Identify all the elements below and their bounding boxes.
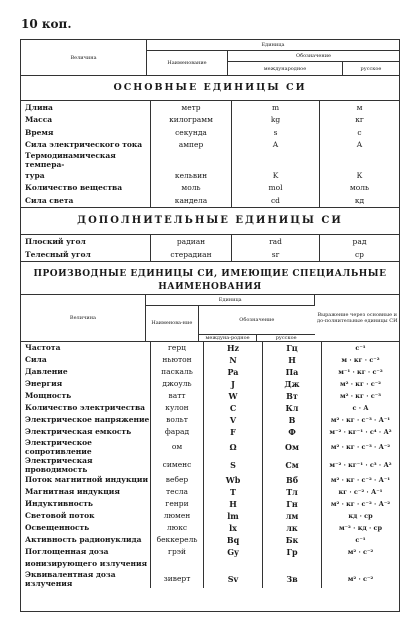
unit-name-cell: кандела <box>151 194 232 207</box>
intl-symbol-cell: C <box>204 402 263 414</box>
quantity-cell: Сила электрического тока <box>25 140 143 150</box>
quantity-cell: Индуктивность <box>25 499 94 508</box>
expression-cell: м² · кг · с⁻³ <box>322 390 400 402</box>
price-label: 10 коп. <box>21 17 72 31</box>
unit-name-cell: сименс <box>151 456 204 474</box>
unit-name-cell: герц <box>151 342 204 354</box>
intl-symbol-cell: T <box>204 486 263 498</box>
header-quantity: Величина <box>21 40 147 76</box>
table-row <box>21 151 399 169</box>
derived-header-rus: русское <box>257 334 315 341</box>
table-row <box>21 342 399 354</box>
unit-name-cell: джоуль <box>151 378 204 390</box>
rus-symbol-cell: кг <box>320 114 400 127</box>
rus-symbol-cell: Зв <box>263 570 322 588</box>
table-row <box>21 126 399 139</box>
unit-name-cell: паскаль <box>151 366 204 378</box>
table-row <box>21 558 399 570</box>
intl-symbol-cell: A <box>232 139 320 152</box>
unit-name-cell: ампер <box>151 139 232 152</box>
header-table <box>21 40 399 76</box>
quantity-cell: Электрическое сопротивление <box>25 437 92 456</box>
rus-symbol-cell: Кл <box>263 402 322 414</box>
quantity-cell: Телесный угол <box>25 249 91 259</box>
intl-symbol-cell: V <box>204 414 263 426</box>
table-row <box>21 498 399 510</box>
expression-cell: с⁻¹ <box>322 342 400 354</box>
table-row <box>21 182 399 195</box>
quantity-cell: Термодинамическая темпера- <box>25 151 116 169</box>
rus-symbol-cell: Вб <box>263 474 322 486</box>
table-row <box>21 546 399 558</box>
table-row <box>21 366 399 378</box>
table-row <box>21 402 399 414</box>
intl-symbol-cell: J <box>204 378 263 390</box>
expression-cell: м⁻² · кг⁻¹ · с³ · А² <box>322 456 400 474</box>
quantity-cell: Энергия <box>25 379 63 388</box>
derived-units-table <box>21 342 399 588</box>
quantity-cell: Плоский угол <box>25 236 86 246</box>
quantity-cell: тура <box>25 170 45 180</box>
rus-symbol-cell: Гр <box>263 546 322 558</box>
quantity-cell: Световой поток <box>25 511 95 520</box>
intl-symbol-cell: Hz <box>204 342 263 354</box>
unit-name-cell: кулон <box>151 402 204 414</box>
si-units-sheet <box>20 39 400 612</box>
table-row <box>21 114 399 127</box>
derived-header-intl: междуна-родное <box>198 334 257 341</box>
quantity-cell: Мощность <box>25 391 72 400</box>
rus-symbol-cell: Вт <box>263 390 322 402</box>
rus-symbol-cell: Бк <box>263 534 322 546</box>
intl-symbol-cell: Gy <box>204 546 263 558</box>
base-units-title: ОСНОВНЫЕ ЕДИНИЦЫ СИ <box>21 76 399 101</box>
intl-symbol-cell: m <box>232 101 320 114</box>
supplementary-units-title: ДОПОЛНИТЕЛЬНЫЕ ЕДИНИЦЫ СИ <box>21 207 399 235</box>
quantity-cell: Поток магнитной индукции <box>25 475 149 484</box>
quantity-cell: Магнитная индукция <box>25 487 120 496</box>
unit-name-cell: ватт <box>151 390 204 402</box>
intl-symbol-cell <box>232 151 320 169</box>
table-row <box>21 474 399 486</box>
header-international: международное <box>228 62 343 76</box>
quantity-cell: Длина <box>25 102 53 112</box>
expression-cell: м² · кг · с⁻² <box>322 378 400 390</box>
unit-name-cell: кельвин <box>151 169 232 182</box>
expression-cell: м · кг · с⁻² <box>322 354 400 366</box>
derived-title-line2: НАИМЕНОВАНИЯ <box>158 281 262 292</box>
unit-name-cell: фарад <box>151 426 204 438</box>
rus-symbol-cell: А <box>320 139 400 152</box>
intl-symbol-cell: S <box>204 456 263 474</box>
quantity-cell: Активность радионуклида <box>25 535 142 544</box>
rus-symbol-cell: Тл <box>263 486 322 498</box>
base-units-table <box>21 101 399 207</box>
quantity-cell: Давление <box>25 367 68 376</box>
quantity-cell: Электрическое напряжение <box>25 415 150 424</box>
table-row <box>21 101 399 114</box>
intl-symbol-cell <box>204 558 263 570</box>
expression-cell: м² · кг · с⁻² · А⁻² <box>322 498 400 510</box>
quantity-cell: Поглощенная доза <box>25 547 109 556</box>
intl-symbol-cell: sr <box>232 248 320 261</box>
expression-cell: кг · с⁻² · А⁻¹ <box>322 486 400 498</box>
unit-name-cell: люкс <box>151 522 204 534</box>
unit-name-cell: ньютон <box>151 354 204 366</box>
rus-symbol-cell: рад <box>320 235 400 248</box>
rus-symbol-cell: См <box>263 456 322 474</box>
expression-cell: м² · кг · с⁻³ · А⁻² <box>322 438 400 456</box>
table-row <box>21 378 399 390</box>
table-row <box>21 235 399 248</box>
quantity-cell: Эквивалентная доза излучения <box>25 569 116 588</box>
intl-symbol-cell: Pa <box>204 366 263 378</box>
supplementary-units-table <box>21 235 399 261</box>
header-name: Наименование <box>147 51 228 76</box>
derived-header-designation: Обозначение <box>198 305 315 334</box>
unit-name-cell: генри <box>151 498 204 510</box>
derived-header-expression: Выражение через основные и до-полнительные единицы СИ <box>315 295 399 342</box>
rus-symbol-cell: с <box>320 126 400 139</box>
intl-symbol-cell: H <box>204 498 263 510</box>
quantity-cell: Время <box>25 127 54 137</box>
unit-name-cell: килограмм <box>151 114 232 127</box>
quantity-cell: Частота <box>25 343 61 352</box>
header-designation: Обозначение <box>228 51 400 62</box>
unit-name-cell: моль <box>151 182 232 195</box>
table-row <box>21 456 399 474</box>
rus-symbol-cell: лк <box>263 522 322 534</box>
intl-symbol-cell: W <box>204 390 263 402</box>
intl-symbol-cell: rad <box>232 235 320 248</box>
rus-symbol-cell <box>320 151 400 169</box>
intl-symbol-cell: lm <box>204 510 263 522</box>
expression-cell: м² · с⁻² <box>322 546 400 558</box>
quantity-cell: Электрическая проводимость <box>25 455 93 474</box>
unit-name-cell: метр <box>151 101 232 114</box>
table-row <box>21 426 399 438</box>
unit-name-cell: зиверт <box>151 570 204 588</box>
rus-symbol-cell: Па <box>263 366 322 378</box>
rus-symbol-cell: Дж <box>263 378 322 390</box>
expression-cell: м² · кг · с⁻³ · А⁻¹ <box>322 414 400 426</box>
rus-symbol-cell: Ом <box>263 438 322 456</box>
unit-name-cell: беккерель <box>151 534 204 546</box>
table-row <box>21 522 399 534</box>
rus-symbol-cell <box>263 558 322 570</box>
unit-name-cell: грэй <box>151 546 204 558</box>
table-row <box>21 194 399 207</box>
expression-cell: кд · ср <box>322 510 400 522</box>
table-row <box>21 438 399 456</box>
expression-cell: м² · с⁻² <box>322 570 400 588</box>
quantity-cell: Сила света <box>25 195 74 205</box>
intl-symbol-cell: cd <box>232 194 320 207</box>
expression-cell: с⁻¹ <box>322 534 400 546</box>
quantity-cell: Количество вещества <box>25 183 123 193</box>
derived-title-line1: ПРОИЗВОДНЫЕ ЕДИНИЦЫ СИ, ИМЕЮЩИЕ СПЕЦИАЛЬНЫЕ <box>33 268 387 279</box>
quantity-cell: Сила <box>25 355 47 364</box>
expression-cell: м⁻² · кд · ср <box>322 522 400 534</box>
intl-symbol-cell: Bq <box>204 534 263 546</box>
intl-symbol-cell: lx <box>204 522 263 534</box>
header-units: Единица <box>147 40 400 51</box>
rus-symbol-cell: м <box>320 101 400 114</box>
quantity-cell: ионизирующего излучения <box>25 559 148 568</box>
quantity-cell: Электрическая емкость <box>25 427 132 436</box>
table-row <box>21 139 399 152</box>
unit-name-cell: тесла <box>151 486 204 498</box>
expression-cell: с · А <box>322 402 400 414</box>
intl-symbol-cell: Ω <box>204 438 263 456</box>
rus-symbol-cell: Гц <box>263 342 322 354</box>
intl-symbol-cell: K <box>232 169 320 182</box>
intl-symbol-cell: F <box>204 426 263 438</box>
derived-units-title <box>21 261 399 295</box>
derived-header-name: Наименова-ние <box>145 305 198 341</box>
table-row <box>21 248 399 261</box>
unit-name-cell: вебер <box>151 474 204 486</box>
derived-header-table <box>21 295 399 342</box>
table-row <box>21 510 399 522</box>
derived-header-quantity: Величина <box>21 295 145 342</box>
table-row <box>21 570 399 588</box>
unit-name-cell: радиан <box>151 235 232 248</box>
intl-symbol-cell: Wb <box>204 474 263 486</box>
rus-symbol-cell: К <box>320 169 400 182</box>
intl-symbol-cell: N <box>204 354 263 366</box>
rus-symbol-cell: Гн <box>263 498 322 510</box>
table-row <box>21 390 399 402</box>
intl-symbol-cell: s <box>232 126 320 139</box>
derived-header-unit: Единица <box>145 295 315 306</box>
unit-name-cell: люмен <box>151 510 204 522</box>
table-row <box>21 534 399 546</box>
intl-symbol-cell: Sv <box>204 570 263 588</box>
table-row <box>21 354 399 366</box>
intl-symbol-cell: mol <box>232 182 320 195</box>
header-russian: русское <box>342 62 399 76</box>
expression-cell: м⁻² · кг⁻¹ · с⁴ · А² <box>322 426 400 438</box>
unit-name-cell: стерадиан <box>151 248 232 261</box>
rus-symbol-cell: В <box>263 414 322 426</box>
quantity-cell: Масса <box>25 115 53 125</box>
rus-symbol-cell: ср <box>320 248 400 261</box>
table-row <box>21 414 399 426</box>
table-row <box>21 169 399 182</box>
intl-symbol-cell: kg <box>232 114 320 127</box>
rus-symbol-cell: лм <box>263 510 322 522</box>
expression-cell: м² · кг · с⁻² · А⁻¹ <box>322 474 400 486</box>
rus-symbol-cell: Н <box>263 354 322 366</box>
rus-symbol-cell: моль <box>320 182 400 195</box>
unit-name-cell <box>151 558 204 570</box>
rus-symbol-cell: кд <box>320 194 400 207</box>
table-row <box>21 486 399 498</box>
unit-name-cell: секунда <box>151 126 232 139</box>
rus-symbol-cell: Ф <box>263 426 322 438</box>
unit-name-cell <box>151 151 232 169</box>
expression-cell: м⁻¹ · кг · с⁻² <box>322 366 400 378</box>
quantity-cell: Количество электричества <box>25 403 146 412</box>
unit-name-cell: вольт <box>151 414 204 426</box>
quantity-cell: Освещенность <box>25 523 90 532</box>
expression-cell <box>322 558 400 570</box>
unit-name-cell: ом <box>151 438 204 456</box>
